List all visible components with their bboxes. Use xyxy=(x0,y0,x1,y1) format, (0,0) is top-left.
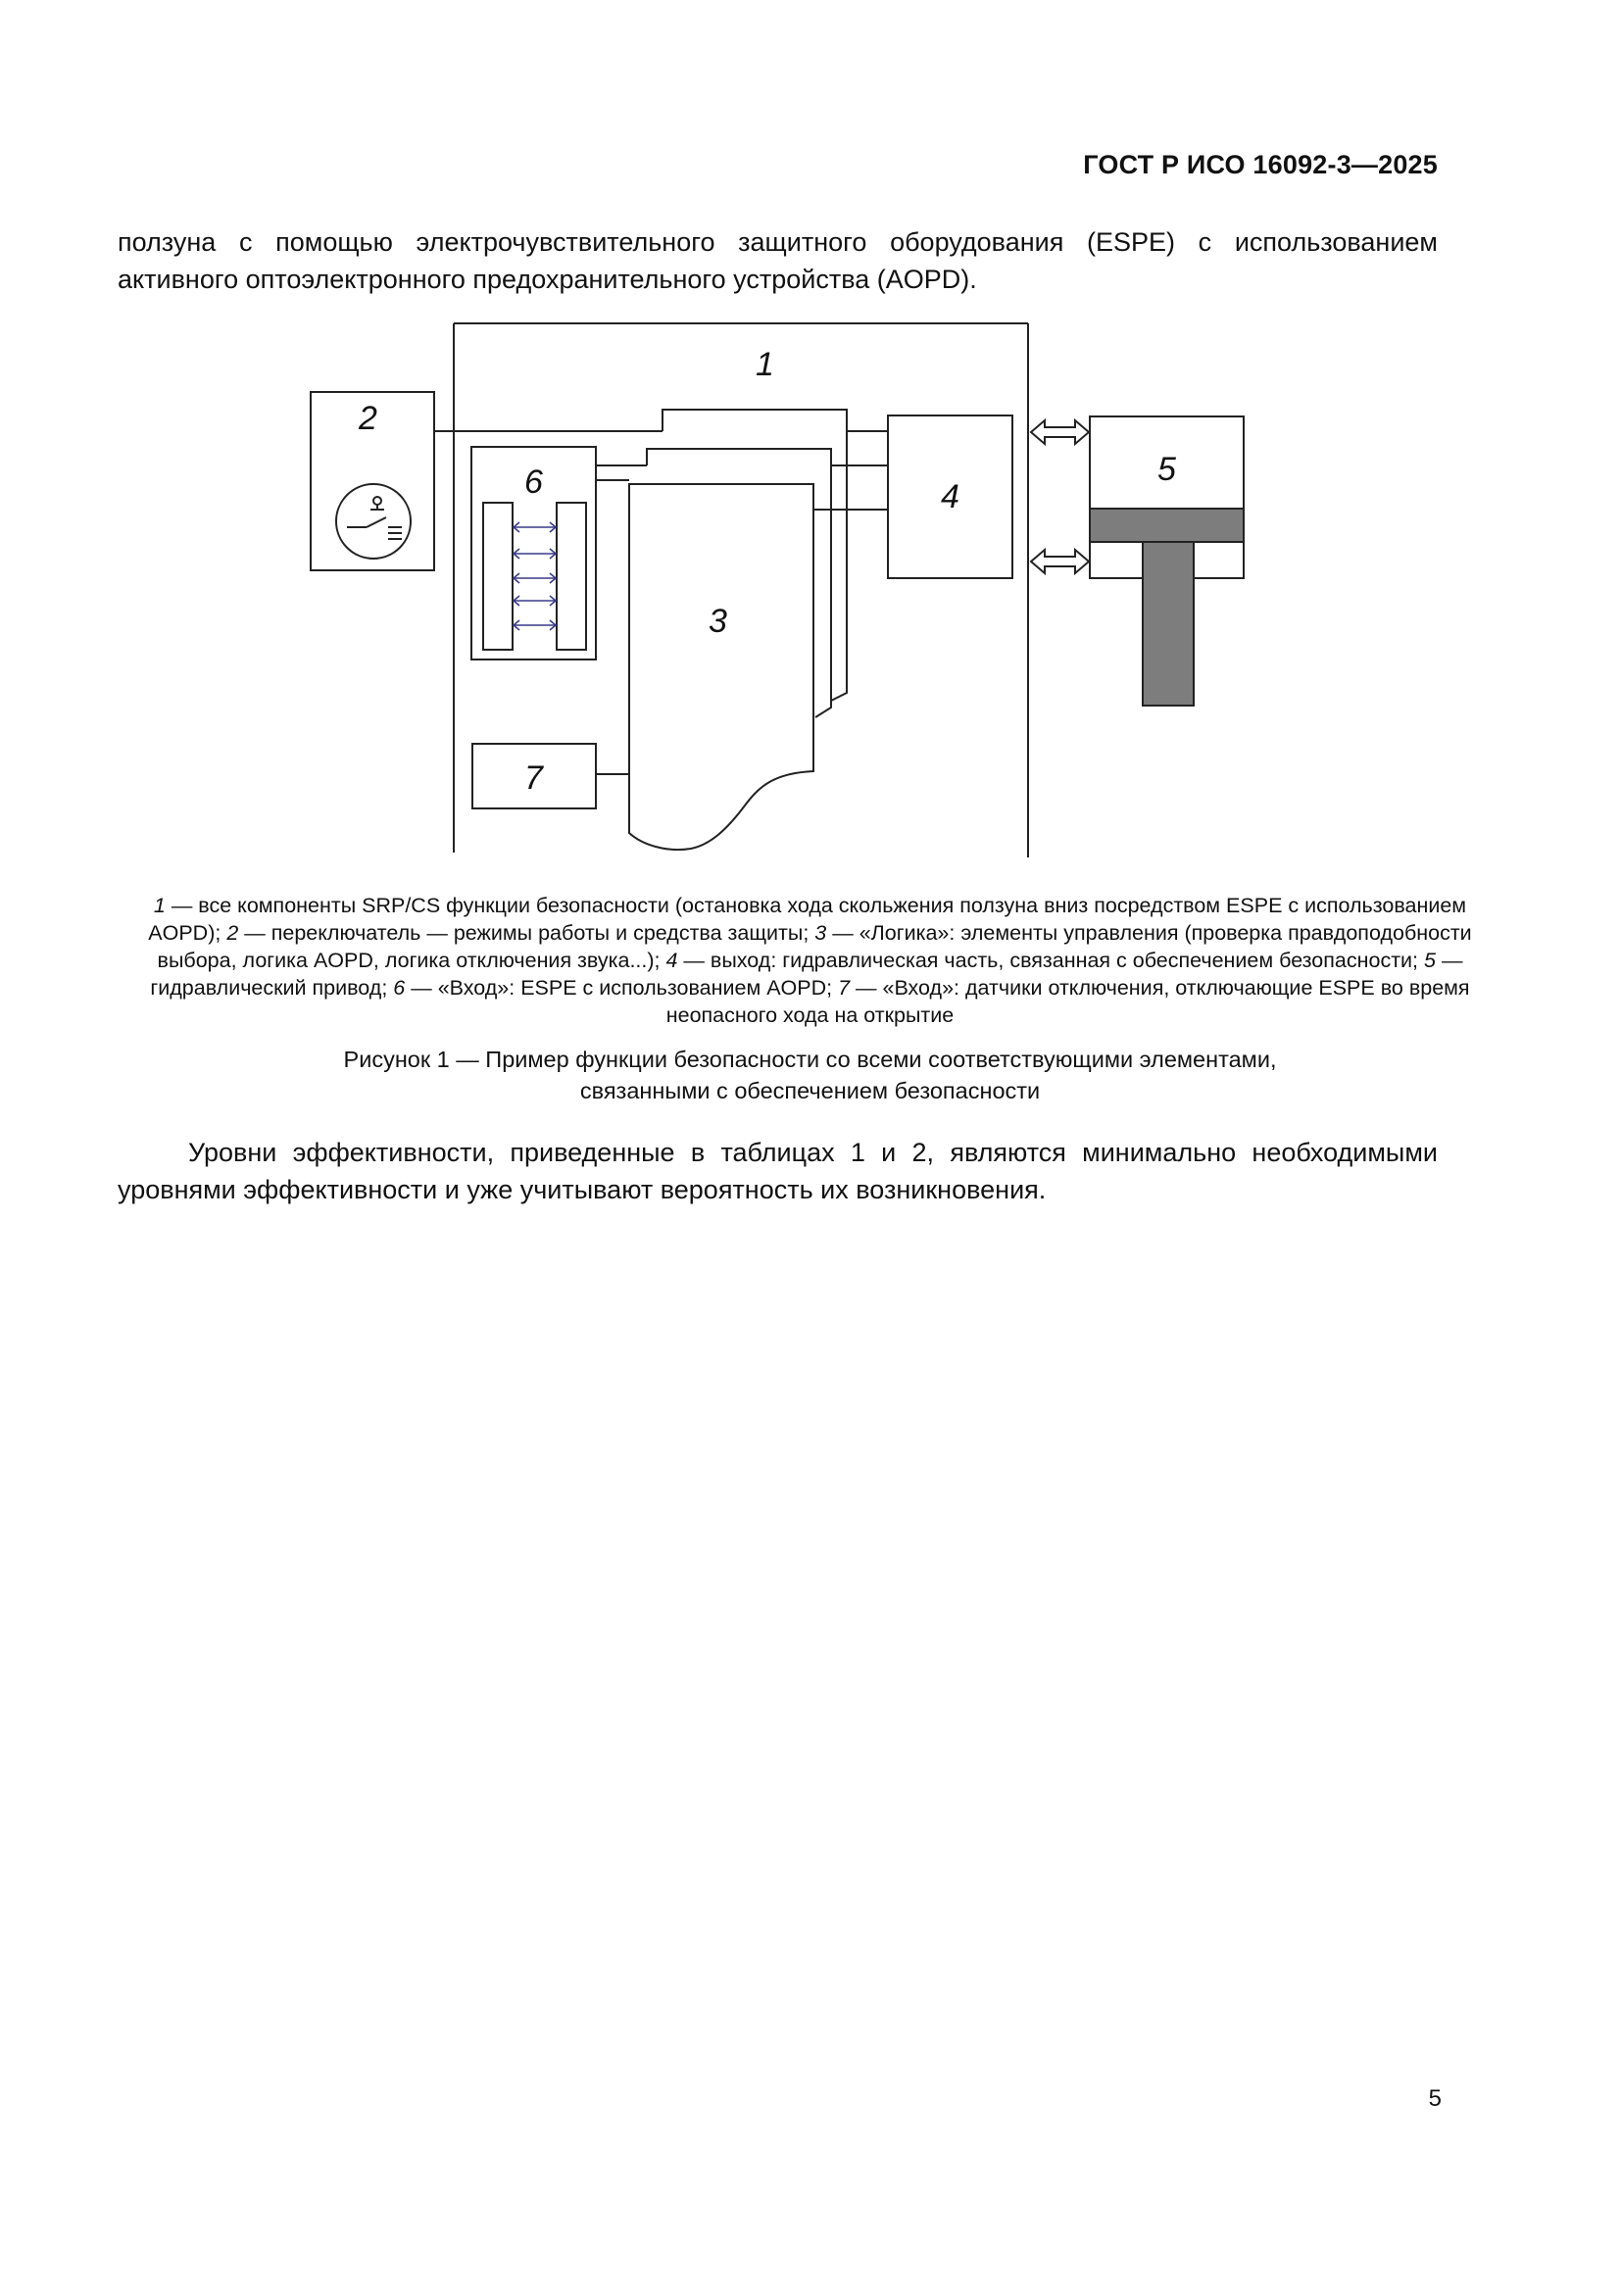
label-1: 1 xyxy=(756,346,774,383)
aopd-emitter xyxy=(483,503,513,650)
label-7: 7 xyxy=(524,759,543,797)
double-arrow-upper-icon xyxy=(1031,420,1089,444)
intro-paragraph: ползуна с помощью электрочувствительного защитного оборудования (ESPE) с использованием активного оптоэлектронного предохранительного устройства (AOPD). xyxy=(118,227,1438,294)
legend-num: 5 xyxy=(1424,949,1436,972)
body-paragraph: Уровни эффективности, приведенные в таблицах 1 и 2, являются минимально необходимыми уровнями эффективности и уже учитывают вероятность их возникновения. xyxy=(118,1138,1438,1204)
legend-text: — выход: гидравлическая часть, связанная с обеспечением безопасности; xyxy=(677,949,1424,972)
page-number: 5 xyxy=(1428,2085,1442,2112)
legend-num: 6 xyxy=(393,976,406,1000)
beam-arrow-icon xyxy=(514,620,556,630)
label-2: 2 xyxy=(359,400,377,437)
legend-text: — переключатель — режимы работы и средства защиты; xyxy=(238,921,815,945)
legend-text: — «Логика»: элементы управления (проверка правдоподобности выбора, логика AOPD, логика отключения звука...); xyxy=(157,921,1472,972)
light-beams xyxy=(514,522,556,630)
beam-arrow-icon xyxy=(514,596,556,606)
legend-num: 3 xyxy=(814,921,827,945)
caption-line-2: связанными с обеспечением безопасности xyxy=(579,1078,1041,1103)
aopd-receiver xyxy=(557,503,586,650)
beam-arrow-icon xyxy=(514,573,556,583)
hydraulic-connection-arrows xyxy=(1031,420,1089,573)
legend-num: 4 xyxy=(665,949,678,972)
label-3: 3 xyxy=(709,603,727,640)
legend-text: — гидравлический привод; xyxy=(150,949,1463,1000)
label-4: 4 xyxy=(941,478,959,515)
piston xyxy=(1090,509,1244,542)
piston-rod xyxy=(1143,542,1194,706)
legend-num: 1 xyxy=(153,894,166,917)
figure-caption xyxy=(137,1044,1483,1106)
legend-text: — «Вход»: датчики отключения, отключающие ESPE во время неопасного хода на открытие xyxy=(665,976,1470,1027)
label-5: 5 xyxy=(1157,451,1176,488)
logic-channel-front xyxy=(629,484,813,850)
document-header: ГОСТ Р ИСО 16092-3—2025 xyxy=(1083,150,1438,179)
beam-arrow-icon xyxy=(514,522,556,532)
legend-num: 2 xyxy=(226,921,239,945)
label-6: 6 xyxy=(524,464,543,501)
beam-arrow-icon xyxy=(514,549,556,559)
figure-legend xyxy=(137,892,1483,1029)
key-switch-icon xyxy=(347,497,402,539)
caption-line-1: Рисунок 1 — Пример функции безопасности со всеми соответствующими элементами, xyxy=(343,1047,1277,1072)
legend-num: 7 xyxy=(838,976,851,1000)
switch-icon xyxy=(336,484,411,559)
legend-text: — все компоненты SRP/CS функции безопасности (остановка хода скольжения ползуна вниз посредством ESPE с использованием AOPD); xyxy=(148,894,1467,945)
legend-text: — «Вход»: ESPE с использованием AOPD; xyxy=(405,976,839,1000)
double-arrow-lower-icon xyxy=(1031,550,1089,573)
